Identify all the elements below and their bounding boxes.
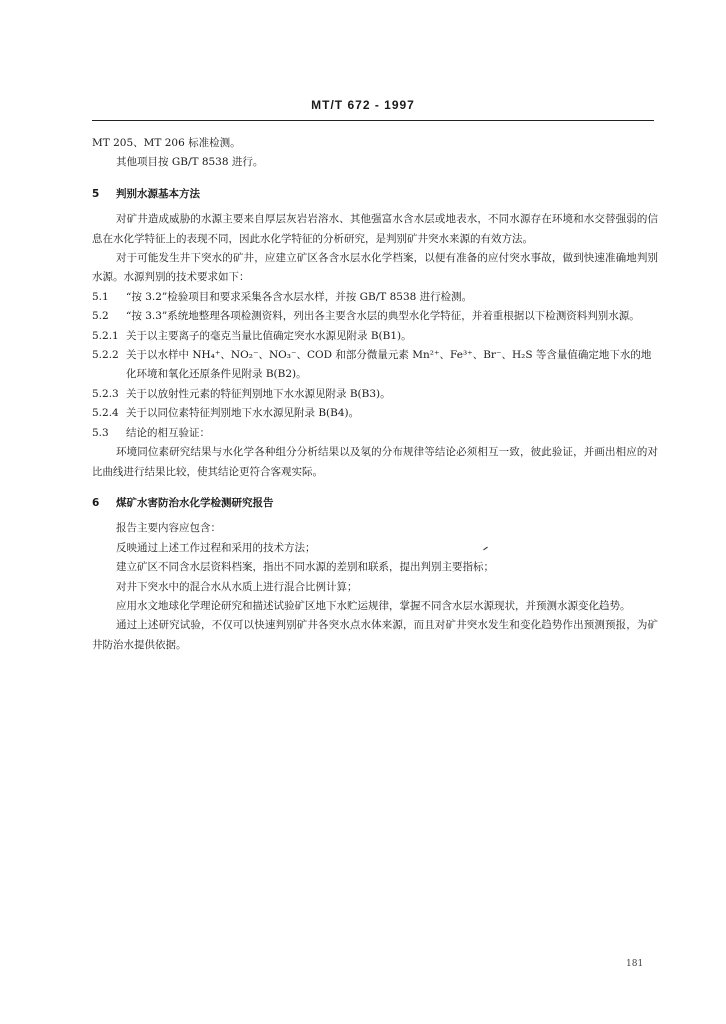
clause-5-2-1 [92,327,658,346]
clause-number: 5.2.2 [92,349,119,362]
clause-text: 结论的相互验证： [126,426,210,439]
clause-5-2-4 [92,404,658,423]
intro-line-1: MT 205、MT 206 标准检测。 [92,137,241,149]
section-6-number: 6 [92,496,100,509]
section-6-line: 建立矿区不同含水层资料档案，指出不同水源的差别和联系，提出判别主要指标； [116,561,494,574]
clause-text: 关于以放射性元素的特征判别地下水水源见附录 B(B3)。 [126,387,391,400]
clause-5-3 [92,424,658,443]
clause-number: 5.2.4 [92,407,119,420]
clause-number: 5.1 [92,290,109,303]
section-5-title: 判别水源基本方法 [116,187,200,200]
section-6-heading [92,494,658,513]
clause-number: 5.2.3 [92,387,119,400]
section-5-paragraph-1: 对矿井造成威胁的水源主要来自厚层灰岩岩溶水、其他强富水含水层或地表水，不同水源存在环境和水交替强弱的信息在水化学特征上的表现不同，因此水化学特征的分析研究，是判别矿井突水来源的有效方法。 [92,213,658,245]
clause-5-2-2 [92,346,658,385]
clause-5-2-3 [92,385,658,404]
section-5-number: 5 [92,187,100,200]
section-6-paragraph-1: 应用水文地球化学理论研究和描述试验矿区地下水贮运规律，掌握不同含水层水源现状，并预测水源变化趋势。 [116,599,631,612]
section-6-title: 煤矿水害防治水化学检测研究报告 [116,496,274,509]
section-5-paragraph-2: 对于可能发生井下突水的矿井，应建立矿区各含水层水化学档案，以便有准备的应付突水事故，做到快速准确地判别水源。水源判别的技术要求如下： [92,252,658,284]
page-header: MT/T 672 - 1997 [311,98,415,112]
header-rule [92,120,654,121]
clause-text: “按 3.3”系统地整理各项检测资料，列出各主要含水层的典型水化学特征，并着重根据以下检测资料判别水源。 [126,310,640,323]
section-6-line: 对井下突水中的混合水从水质上进行混合比例计算； [116,580,358,593]
clause-number: 5.2 [92,310,109,323]
intro-line-2: 其他项目按 GB/T 8538 进行。 [116,156,264,169]
section-6-paragraph-2: 通过上述研究试验，不仅可以快速判别矿井各突水点水体来源，而且对矿井突水发生和变化趋势作出预测预报，为矿井防治水提供依据。 [92,619,658,651]
clause-5-1 [92,288,658,307]
clause-5-2 [92,307,658,326]
clause-text: 关于以同位素特征判别地下水水源见附录 B(B4)。 [126,407,360,420]
clause-text: “按 3.2”检验项目和要求采集各含水层水样，并按 GB/T 8538 进行检测。 [126,290,473,303]
document-body [92,134,658,655]
section-6-line: 反映通过上述工作过程和采用的技术方法； [116,541,316,554]
section-6-line: 报告主要内容应包含： [116,522,221,535]
clause-text: 关于以水样中 NH₄⁺、NO₂⁻、NO₃⁻、COD 和部分微量元素 Mn²⁺、Fe³⁺、Br⁻、H₂S 等含量值确定地下水的地化环境和氧化还原条件见附录 B(B2)。 [126,349,652,381]
clause-number: 5.3 [92,426,109,439]
section-5-heading [92,185,658,204]
section-5-paragraph-3: 环境同位素研究结果与水化学各种组分分析结果以及氡的分布规律等结论必须相互一致，彼此验证，并画出相应的对比曲线进行结果比较，使其结论更符合客观实际。 [92,446,658,478]
clause-number: 5.2.1 [92,329,119,342]
clause-text: 关于以主要离子的毫克当量比值确定突水水源见附录 B(B1)。 [126,329,412,342]
page-number: 181 [626,959,644,969]
